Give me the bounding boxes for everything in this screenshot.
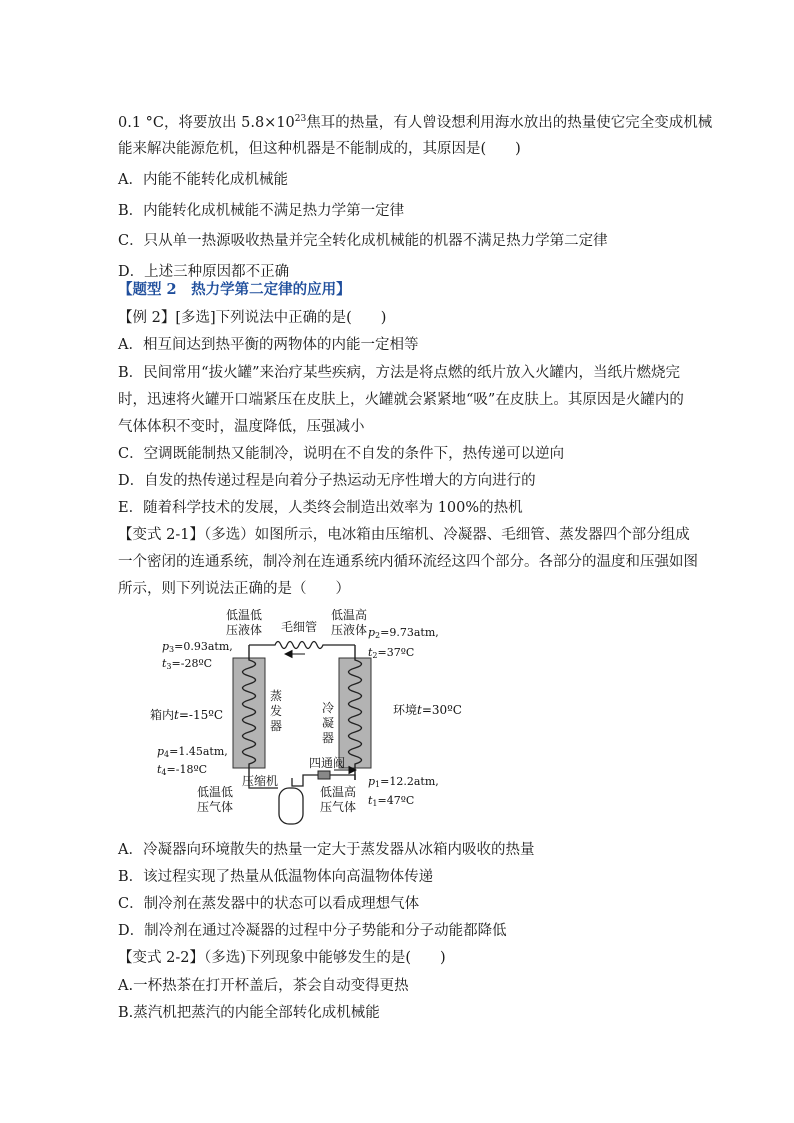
- q1-option-a: A．内能不能转化成机械能: [118, 172, 288, 188]
- label-evap-2: 发: [270, 704, 283, 718]
- label-high-liquid-1: 低温高: [331, 608, 368, 622]
- var21-stem-line2: 一个密闭的连通系统，制冷剂在连通系统内循环流经这四个部分。各部分的温度和压强如图: [118, 554, 698, 570]
- label-t2: t2=37ºC: [368, 646, 415, 660]
- label-p2: p2=9.73atm,: [368, 626, 439, 640]
- label-low-liquid-1: 低温低: [226, 608, 263, 622]
- q1-option-d: D．上述三种原因都不正确: [118, 264, 290, 280]
- label-high-liquid-2: 压液体: [331, 623, 368, 637]
- q1-line1-pre: 0.1 °C，将要放出 5.8×10: [118, 114, 295, 131]
- label-t1: t1=47ºC: [368, 794, 415, 808]
- label-p3: p3=0.93atm,: [162, 640, 233, 654]
- label-environment: 环境t=30ºC: [393, 703, 462, 717]
- var21-stem-line1: 【变式 2-1】（多选）如图所示，电冰箱由压缩机、冷凝器、毛细管、蒸发器四个部分组成: [118, 527, 690, 543]
- label-evap-1: 蒸: [270, 689, 283, 703]
- compressor-pipe: [292, 775, 320, 786]
- var21-stem-line3: 所示，则下列说法正确的是（ ）: [118, 581, 350, 597]
- label-low-liquid-2: 压液体: [226, 623, 263, 637]
- var21-option-c: C．制冷剂在蒸发器中的状态可以看成理想气体: [118, 896, 420, 912]
- var21-option-a: A．冷凝器向环境散失的热量一定大于蒸发器从冰箱内吸收的热量: [118, 842, 535, 858]
- high-pressure-pipe: [329, 775, 355, 780]
- q1-line1: [118, 110, 712, 132]
- label-high-gas-2: 压气体: [320, 800, 357, 814]
- ex2-stem: 【例 2】[多选]下列说法中正确的是( ): [118, 310, 387, 326]
- label-low-gas-1: 低温低: [197, 785, 234, 799]
- ex2-option-e: E．随着科学技术的发展，人类终会制造出效率为 100%的热机: [118, 500, 523, 516]
- var21-option-b: B．该过程实现了热量从低温物体向高温物体传递: [118, 869, 434, 885]
- ex2-option-b-line3: 气体体积不变时，温度降低，压强减小: [118, 419, 365, 435]
- var22-option-a: A.一杯热茶在打开杯盖后，茶会自动变得更热: [118, 978, 409, 994]
- label-high-gas-1: 低温高: [320, 785, 357, 799]
- label-cond-2: 凝: [322, 716, 335, 730]
- capillary-pipe: [249, 642, 355, 649]
- ex2-option-c: C．空调既能制热又能制冷，说明在不自发的条件下，热传递可以逆向: [118, 446, 565, 462]
- label-box-inside: 箱内t=-15ºC: [150, 708, 224, 722]
- var22-option-b: B.蒸汽机把蒸汽的内能全部转化成机械能: [118, 1005, 380, 1021]
- compressor: [279, 788, 303, 824]
- q1-option-b: B．内能转化成机械能不满足热力学第一定律: [118, 203, 405, 219]
- q1-option-c: C．只从单一热源吸收热量并完全转化成机械能的机器不满足热力学第二定律: [118, 233, 608, 249]
- label-t3: t3=-28ºC: [162, 657, 213, 671]
- label-valve: 四通阀: [309, 756, 346, 770]
- q1-line1-post: 焦耳的热量，有人曾设想利用海水放出的热量使它完全变成机械: [306, 114, 713, 131]
- label-evap-3: 器: [270, 719, 283, 733]
- label-cond-3: 器: [322, 731, 335, 745]
- label-low-gas-2: 压气体: [197, 800, 234, 814]
- q1-line2: 能来解决能源危机，但这种机器是不能制成的，其原因是( ): [118, 141, 521, 157]
- condenser-box: [339, 658, 371, 768]
- ex2-option-b-line2: 时，迅速将火罐开口端紧压在皮肤上，火罐就会紧紧地“吸”在皮肤上。其原因是火罐内的: [118, 392, 684, 408]
- label-p1: p1=12.2atm,: [368, 775, 439, 789]
- var21-option-d: D．制冷剂在通过冷凝器的过程中分子势能和分子动能都降低: [118, 923, 507, 939]
- ex2-option-a: A．相互间达到热平衡的两物体的内能一定相等: [118, 337, 419, 353]
- ex2-option-b-line1: B．民间常用“拔火罐”来治疗某些疾病，方法是将点燃的纸片放入火罐内，当纸片燃烧完: [118, 365, 680, 381]
- label-cond-1: 冷: [322, 701, 335, 715]
- evaporator-box: [233, 658, 265, 768]
- label-t4: t4=-18ºC: [157, 763, 208, 777]
- ex2-option-d: D．自发的热传递过程是向着分子热运动无序性增大的方向进行的: [118, 473, 536, 489]
- var22-stem: 【变式 2-2】（多选)下列现象中能够发生的是( ): [118, 950, 446, 966]
- q1-exponent: 23: [294, 114, 307, 124]
- section-heading: 【题型 2 热力学第二定律的应用】: [118, 281, 351, 298]
- label-capillary: 毛细管: [281, 620, 318, 634]
- label-compressor: 压缩机: [242, 774, 279, 788]
- four-way-valve: [318, 771, 330, 779]
- refrigerator-diagram: [0, 600, 794, 830]
- label-p4: p4=1.45atm,: [157, 745, 228, 759]
